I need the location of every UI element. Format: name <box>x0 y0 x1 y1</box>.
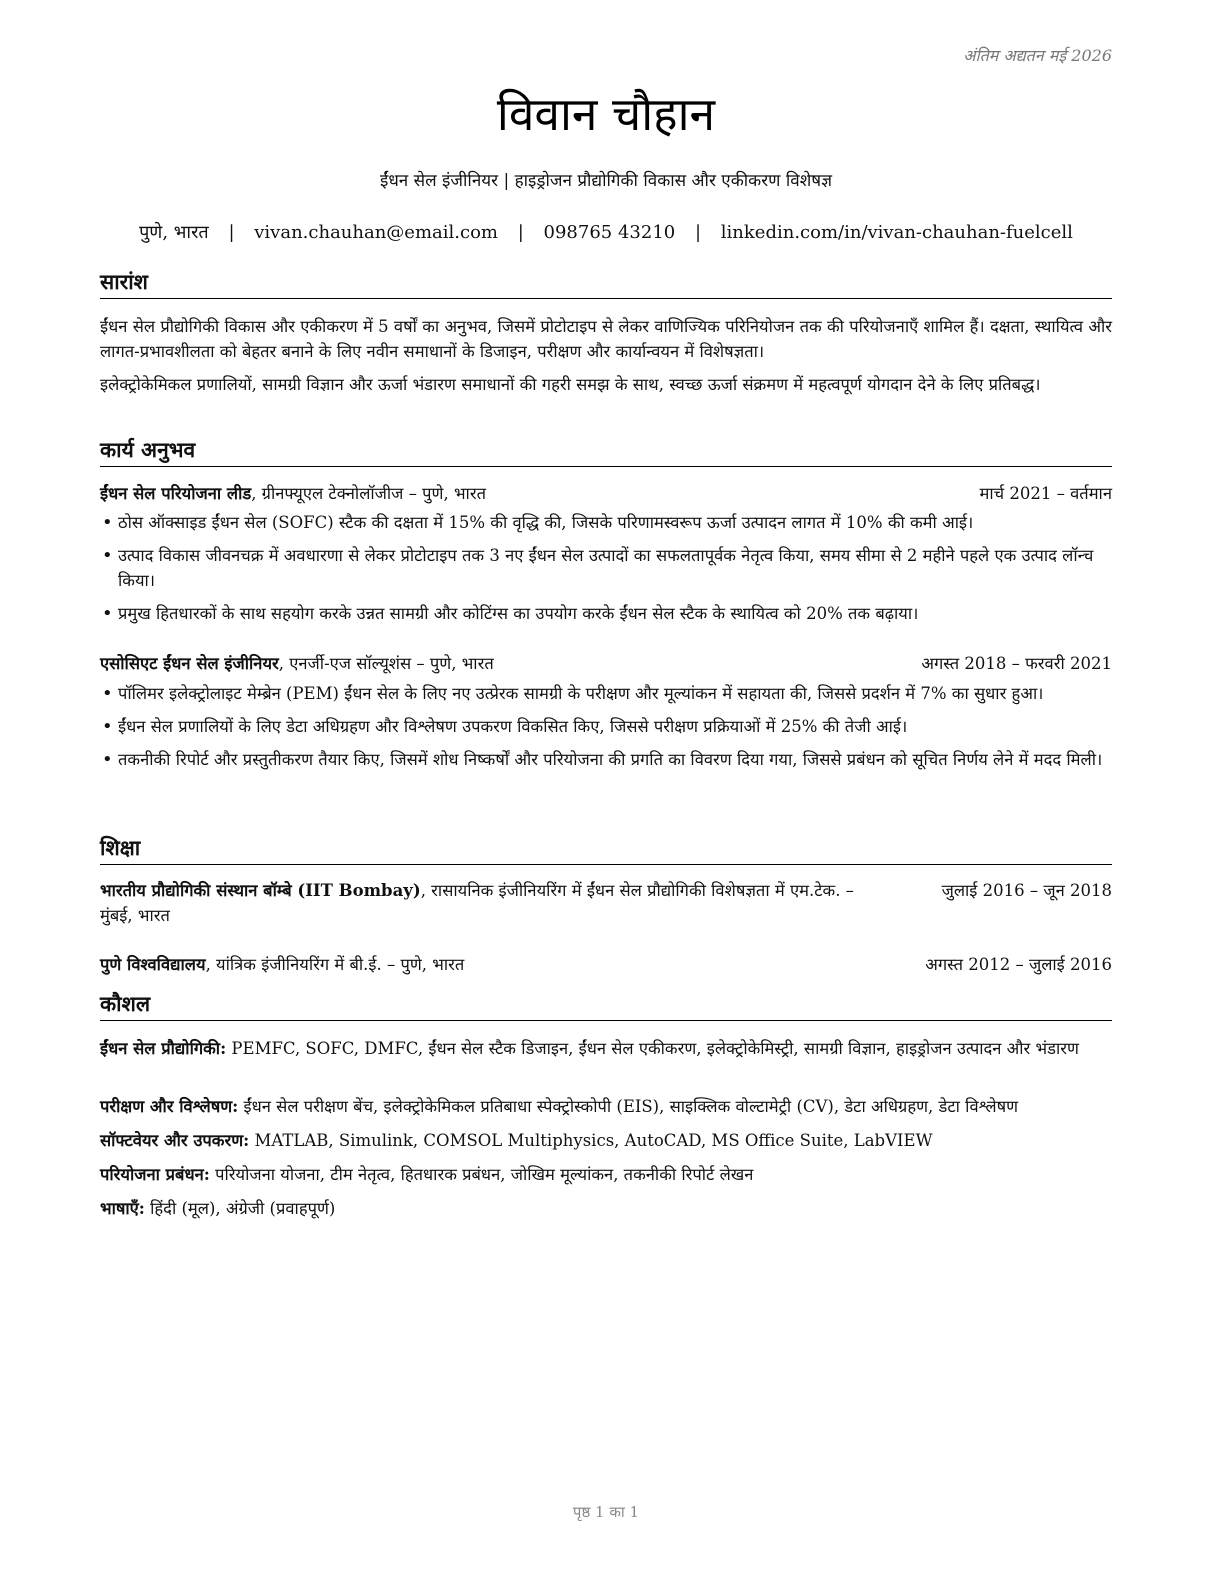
skill-label: ईंधन सेल प्रौद्योगिकी: <box>100 1039 227 1058</box>
skill-line <box>100 1162 1112 1187</box>
education-detail: , रासायनिक इंजीनियरिंग में ईंधन सेल प्रौद्योगिकी विशेषज्ञता में एम.टेक. – मुंबई, भारत <box>100 881 854 925</box>
experience-heading: कार्य अनुभव <box>100 436 1112 467</box>
skill-line <box>100 1094 1112 1119</box>
job-header <box>100 652 1112 676</box>
skill-value: हिंदी (मूल), अंग्रेजी (प्रवाहपूर्ण) <box>144 1199 336 1218</box>
contact-phone[interactable]: 098765 43210 <box>543 222 676 243</box>
skill-label: परियोजना प्रबंधन: <box>100 1165 210 1184</box>
job-dates: अगस्त 2018 – फरवरी 2021 <box>921 654 1112 673</box>
contact-separator: | <box>694 222 702 243</box>
contact-line <box>100 220 1112 244</box>
job-bullet: • तकनीकी रिपोर्ट और प्रस्तुतीकरण तैयार किए, जिसमें शोध निष्कर्षों और परियोजना की प्रगति का विवरण दिया गया, जिससे प्रबंधन को सूचित निर्णय लेने में मदद मिली। <box>100 747 1112 772</box>
summary-heading: सारांश <box>100 268 1112 299</box>
skill-value: ईंधन सेल परीक्षण बेंच, इलेक्ट्रोकेमिकल प्रतिबाधा स्पेक्ट्रोस्कोपी (EIS), साइक्लिक वोल्टामेट्री (CV), डेटा अधिग्रहण, डेटा विश्लेषण <box>238 1097 1019 1116</box>
education-dates: जुलाई 2016 – जून 2018 <box>941 881 1112 900</box>
education-school: भारतीय प्रौद्योगिकी संस्थान बॉम्बे (IIT Bombay) <box>100 881 421 900</box>
job-bullet: • प्रमुख हितधारकों के साथ सहयोग करके उन्नत सामग्री और कोटिंग्स का उपयोग करके ईंधन सेल स्टैक के स्थायित्व को 20% तक बढ़ाया। <box>100 601 1112 626</box>
skill-value: MATLAB, Simulink, COMSOL Multiphysics, AutoCAD, MS Office Suite, LabVIEW <box>249 1131 933 1150</box>
contact-separator: | <box>517 222 524 243</box>
contact-email[interactable]: vivan.chauhan@email.com <box>254 222 498 243</box>
skill-line <box>100 1196 1112 1221</box>
job-bullet: • ईंधन सेल प्रणालियों के लिए डेटा अधिग्रहण और विश्लेषण उपकरण विकसित किए, जिससे परीक्षण प्रक्रियाओं में 25% की तेजी आई। <box>100 714 1112 739</box>
education-detail: , यांत्रिक इंजीनियरिंग में बी.ई. – पुणे, भारत <box>205 955 465 974</box>
skill-line <box>100 1128 1112 1153</box>
summary-paragraph-2: इलेक्ट्रोकेमिकल प्रणालियों, सामग्री विज्ञान और ऊर्जा भंडारण समाधानों की गहरी समझ के साथ, स्वच्छ ऊर्जा संक्रमण में महत्वपूर्ण योगदान देने के लिए प्रतिबद्ध। <box>100 375 1041 394</box>
job-org: , एनर्जी-एज सॉल्यूशंस – पुणे, भारत <box>278 654 494 673</box>
skill-label: परीक्षण और विश्लेषण: <box>100 1097 239 1116</box>
job-bullet: • ठोस ऑक्साइड ईंधन सेल (SOFC) स्टैक की दक्षता में 15% की वृद्धि की, जिसके परिणामस्वरूप ऊर्जा उत्पादन लागत में 10% की कमी आई। <box>100 510 1112 535</box>
education-entry <box>100 878 1112 928</box>
skills-heading: कौशल <box>100 990 1112 1021</box>
job-header <box>100 482 1112 506</box>
education-dates: अगस्त 2012 – जुलाई 2016 <box>925 955 1112 974</box>
skill-label: भाषाएँ: <box>100 1199 145 1218</box>
job-role: एसोसिएट ईंधन सेल इंजीनियर <box>100 654 279 673</box>
job-role: ईंधन सेल परियोजना लीड <box>100 484 252 503</box>
job-bullet-list <box>100 510 1112 634</box>
contact-location: पुणे, भारत <box>139 222 209 243</box>
page-number: पृष्ठ 1 का 1 <box>572 1503 640 1521</box>
education-school: पुणे विश्वविद्यालय <box>100 955 206 974</box>
job-bullet-list <box>100 681 1112 780</box>
skill-value: परियोजना योजना, टीम नेतृत्व, हितधारक प्रबंधन, जोखिम मूल्यांकन, तकनीकी रिपोर्ट लेखन <box>209 1165 754 1184</box>
contact-separator: | <box>228 222 235 243</box>
job-org: , ग्रीनफ्यूएल टेक्नोलॉजीज – पुणे, भारत <box>251 484 486 503</box>
skill-value: PEMFC, SOFC, DMFC, ईंधन सेल स्टैक डिजाइन, ईंधन सेल एकीकरण, इलेक्ट्रोकेमिस्ट्री, सामग्री विज्ञान, हाइड्रोजन उत्पादन और भंडारण <box>226 1039 1079 1058</box>
job-dates: मार्च 2021 – वर्तमान <box>979 484 1112 503</box>
last-updated: अंतिम अद्यतन मई 2026 <box>963 46 1112 65</box>
candidate-name: विवान चौहान <box>496 87 716 141</box>
job-bullet: • पॉलिमर इलेक्ट्रोलाइट मेम्ब्रेन (PEM) ईंधन सेल के लिए नए उत्प्रेरक सामग्री के परीक्षण और मूल्यांकन में सहायता की, जिससे प्रदर्शन में 7% का सुधार हुआ। <box>100 681 1112 706</box>
headline: ईंधन सेल इंजीनियर | हाइड्रोजन प्रौद्योगिकी विकास और एकीकरण विशेषज्ञ <box>379 171 833 191</box>
resume-page <box>100 0 1112 1584</box>
skill-line <box>100 1036 1112 1061</box>
summary-paragraph-1: ईंधन सेल प्रौद्योगिकी विकास और एकीकरण में 5 वर्षों का अनुभव, जिसमें प्रोटोटाइप से लेकर वाणिज्यिक परिनियोजन तक की परियोजनाएँ शामिल हैं। दक्षता, स्थायित्व और लागत-प्रभावशीलता को बेहतर बनाने के लिए नवीन समाधानों के डिजाइन, परीक्षण और कार्यान्वयन में विशेषज्ञता। <box>100 317 1112 361</box>
education-entry <box>100 952 1112 977</box>
skill-label: सॉफ्टवेयर और उपकरण: <box>100 1131 250 1150</box>
education-heading: शिक्षा <box>100 834 1112 865</box>
job-bullet: • उत्पाद विकास जीवनचक्र में अवधारणा से लेकर प्रोटोटाइप तक 3 नए ईंधन सेल उत्पादों का सफलतापूर्वक नेतृत्व किया, समय सीमा से 2 महीने पहले एक उत्पाद लॉन्च किया। <box>100 543 1112 593</box>
contact-linkedin[interactable]: linkedin.com/in/vivan-chauhan-fuelcell <box>720 222 1073 243</box>
